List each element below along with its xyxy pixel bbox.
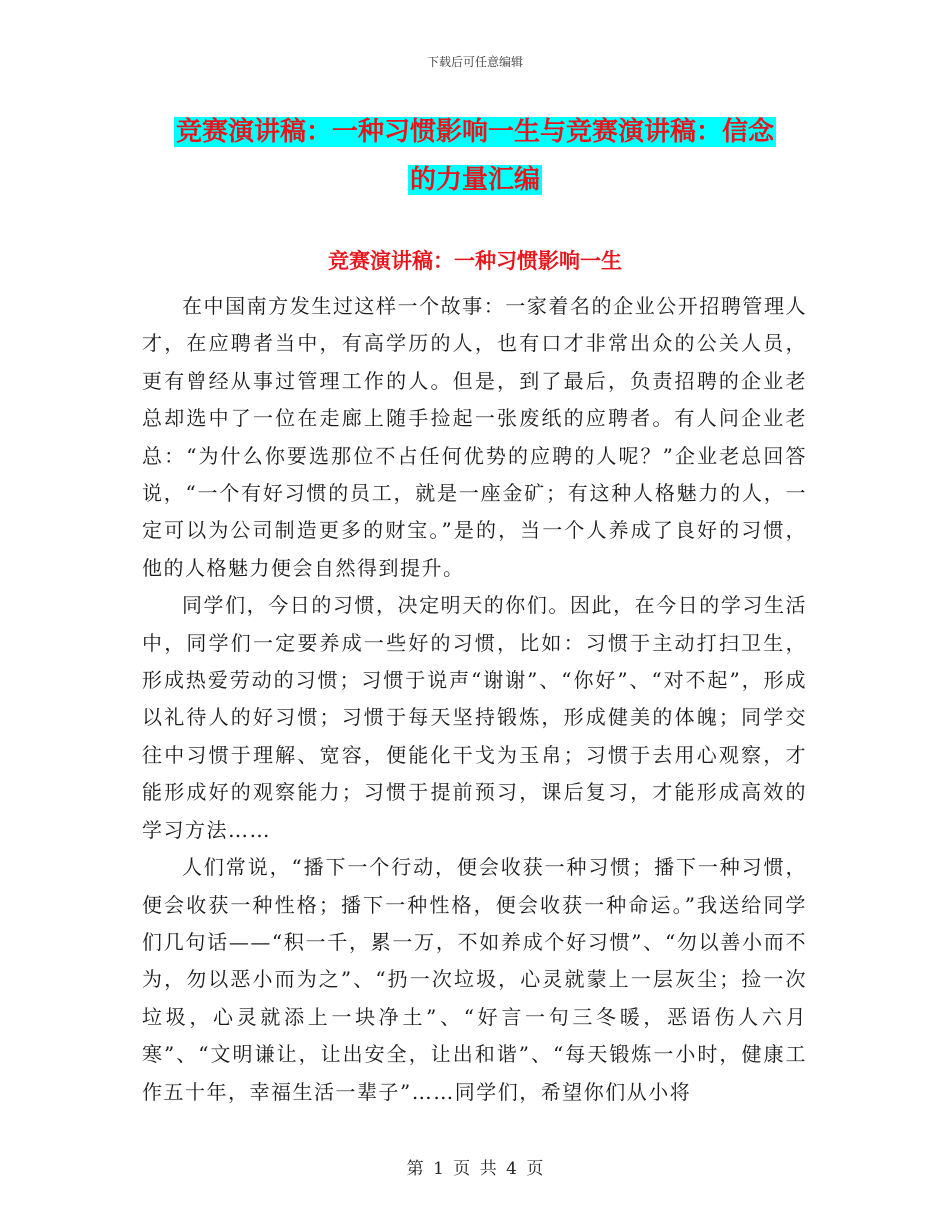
document-title: [0, 108, 950, 204]
page-number: 第 1 页 共 4 页: [406, 1159, 544, 1179]
paragraph-3: 人们常说，“播下一个行动，便会收获一种习惯；播下一种习惯，便会收获一种性格；播下一种性格，便会收获一种命运。”我送给同学们几句话——“积一千，累一万，不如养成个好习惯”、“勿以善小而不为，勿以恶小而为之”、“扔一次垃圾，心灵就蒙上一层灰尘；捡一次垃圾，心灵就添上一块净土”、“好言一句三冬暖，恶语伤人六月寒”、“文明谦让，让出安全，让出和谐”、“每天锻炼一小时，健康工作五十年，幸福生活一辈子”……同学们，希望你们从小将: [142, 855, 807, 1104]
body-text: [142, 288, 807, 1111]
paragraph-2: 同学们，今日的习惯，决定明天的你们。因此，在今日的学习生活中，同学们一定要养成一些好的习惯，比如：习惯于主动打扫卫生，形成热爱劳动的习惯；习惯于说声“谢谢”、“你好”、“对不起”，形成以礼待人的好习惯；习惯于每天坚持锻炼，形成健美的体魄；同学交往中习惯于理解、宽容，便能化干戈为玉帛；习惯于去用心观察，才能形成好的观察能力；习惯于提前预习，课后复习，才能形成高效的学习方法……: [142, 593, 807, 842]
document-title-line-1: 竞赛演讲稿：一种习惯影响一生与竞赛演讲稿：信念: [175, 117, 774, 147]
header-note: 下载后可任意编辑: [426, 55, 523, 69]
document-title-line-2: 的力量汇编: [409, 165, 540, 195]
paragraph-1: 在中国南方发生过这样一个故事：一家着名的企业公开招聘管理人才，在应聘者当中，有高学历的人，也有口才非常出众的公关人员，更有曾经从事过管理工作的人。但是，到了最后，负责招聘的企业老总却选中了一位在走廊上随手捡起一张废纸的应聘者。有人问企业老总：“为什么你要选那位不占任何优势的应聘的人呢？”企业老总回答说，“一个有好习惯的员工，就是一座金矿；有这种人格魅力的人，一定可以为公司制造更多的财宝。”是的，当一个人养成了良好的习惯，他的人格魅力便会自然得到提升。: [142, 294, 807, 580]
section-title: 竞赛演讲稿：一种习惯影响一生: [328, 249, 622, 273]
